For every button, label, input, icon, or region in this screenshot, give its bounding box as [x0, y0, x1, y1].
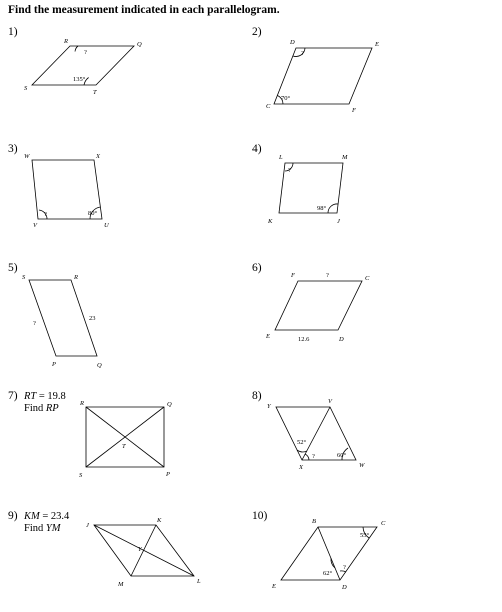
- figure-4-parallelogram: [267, 154, 348, 225]
- problem-4-number: 4): [252, 143, 262, 155]
- figure-9-parallelogram: [86, 517, 201, 588]
- problem-9-find-word: Find: [24, 523, 44, 534]
- figure-10-vertex-c: C: [381, 520, 386, 527]
- figure-2-vertex-d: D: [290, 39, 295, 46]
- figure-10-vertex-d: D: [342, 584, 347, 591]
- figure-7-parallelogram: [79, 400, 172, 479]
- figure-10-unknown-label: ?: [343, 564, 346, 571]
- figure-1-vertex-s: S: [24, 85, 28, 92]
- figure-8-vertex-x: X: [299, 464, 303, 471]
- problem-10-number: 10): [252, 510, 268, 522]
- figure-2-vertex-f: F: [352, 107, 356, 114]
- problem-1-number: 1): [8, 26, 18, 38]
- figure-9-vertex-k: K: [157, 517, 162, 524]
- figure-9-vertex-y: Y: [138, 546, 142, 553]
- figure-5-vertex-s: S: [22, 274, 26, 281]
- problem-2-number: 2): [252, 26, 262, 38]
- figure-5-vertex-p: P: [52, 361, 56, 368]
- figure-5-vertex-q: Q: [97, 362, 102, 369]
- problem-6-number: 6): [252, 262, 262, 274]
- figure-6-side-label: 12.6: [298, 336, 310, 343]
- figure-8-unknown-arc: [305, 454, 309, 460]
- figure-5-parallelogram: [22, 274, 102, 369]
- figure-8-vertex-y: Y: [267, 403, 271, 410]
- figure-1-vertex-t: T: [93, 89, 97, 96]
- figure-4-vertex-m: M: [342, 154, 348, 161]
- figure-9-diagonal-km: [131, 525, 156, 576]
- figure-9-vertex-j: J: [86, 522, 89, 529]
- figure-3-vertex-w: W: [24, 153, 30, 160]
- figure-4-angle-label: 98°: [317, 205, 327, 212]
- figure-4-unknown-label: ?: [288, 167, 291, 174]
- figure-2-unknown-label: ?: [301, 50, 304, 57]
- figure-5-side-label: 23: [89, 315, 96, 322]
- figure-10-angle2-label: 62°: [323, 570, 333, 577]
- figure-6-vertex-d: D: [339, 336, 344, 343]
- figure-2-angle-label: 70°: [281, 95, 291, 102]
- figure-8-unknown-label: ?: [312, 453, 315, 460]
- figure-10-vertex-b: B: [312, 518, 316, 525]
- figure-3-vertex-v: V: [33, 222, 37, 229]
- figure-6-vertex-e: E: [266, 333, 270, 340]
- figure-7-vertex-s: S: [79, 472, 83, 479]
- figure-7-vertex-q: Q: [167, 401, 172, 408]
- figure-9-vertex-m: M: [118, 581, 124, 588]
- figure-3-unknown-label: ?: [44, 211, 47, 218]
- figure-3-parallelogram: [24, 153, 110, 229]
- problem-7-number: 7): [8, 390, 18, 402]
- figure-7-vertex-r: R: [80, 400, 84, 407]
- figure-6-unknown-label: ?: [326, 272, 329, 279]
- figure-6-parallelogram: [265, 272, 370, 343]
- problem-9-find-var: YM: [45, 523, 61, 534]
- figure-10-vertex-e: E: [272, 583, 276, 590]
- figure-6-vertex-f: F: [291, 272, 295, 279]
- figure-10-angle1-label: 55°: [360, 532, 370, 539]
- figure-6-shape: [275, 281, 362, 330]
- figure-7-vertex-p: P: [166, 471, 170, 478]
- figure-3-vertex-x: X: [96, 153, 100, 160]
- figure-8-angle1-arc: [297, 450, 307, 452]
- figure-8-vertex-w: W: [359, 462, 365, 469]
- figure-8-diagonal-vx: [302, 407, 330, 460]
- problem-3-number: 3): [8, 143, 18, 155]
- problem-7-given-value: = 19.8: [38, 391, 66, 402]
- figure-1-angle-label: 135°: [73, 76, 86, 83]
- figure-9-vertex-l: L: [197, 578, 201, 585]
- problem-7-find-word: Find: [24, 403, 44, 414]
- figure-5-vertex-r: R: [74, 274, 78, 281]
- figure-1-vertex-q: Q: [137, 41, 142, 48]
- figure-7-vertex-t: T: [122, 443, 126, 450]
- figure-10-unknown-arc: [340, 571, 346, 572]
- problem-9-number: 9): [8, 510, 18, 522]
- figure-4-vertex-l: L: [279, 154, 283, 161]
- figure-8-vertex-v: V: [328, 398, 332, 405]
- figure-6-vertex-c: C: [365, 275, 370, 282]
- figure-8-parallelogram: [267, 398, 365, 471]
- figure-2-parallelogram: [266, 39, 379, 114]
- figure-1-parallelogram: [24, 38, 142, 96]
- problem-5-number: 5): [8, 262, 18, 274]
- problem-8-number: 8): [252, 390, 262, 402]
- figure-1-vertex-r: R: [64, 38, 68, 45]
- figure-4-angle-arc: [328, 204, 338, 213]
- figure-10-parallelogram: [271, 518, 386, 591]
- figure-5-shape: [29, 280, 97, 356]
- figure-2-vertex-e: E: [375, 41, 379, 48]
- problem-9-given-var: KM: [24, 511, 40, 522]
- figure-3-vertex-u: U: [104, 222, 109, 229]
- figure-8-angle2-label: 60°: [337, 452, 347, 459]
- problem-9-given-value: = 23.4: [42, 511, 70, 522]
- worksheet-title: Find the measurement indicated in each parallelogram.: [8, 4, 280, 16]
- figure-2-vertex-c: C: [266, 103, 271, 110]
- figure-1-unknown-label: ?: [84, 49, 87, 56]
- problem-7-given-var: RT: [24, 391, 37, 402]
- figure-9-diagonal-jl: [94, 525, 194, 576]
- figure-3-angle-label: 80°: [88, 210, 98, 217]
- problem-7-find-var: RP: [45, 403, 59, 414]
- figure-4-vertex-j: J: [337, 218, 340, 225]
- figure-5-unknown-label: ?: [33, 320, 36, 327]
- figure-1-unknown-arc: [75, 46, 78, 52]
- figure-4-vertex-k: K: [268, 218, 273, 225]
- figure-8-angle1-label: 52°: [297, 439, 307, 446]
